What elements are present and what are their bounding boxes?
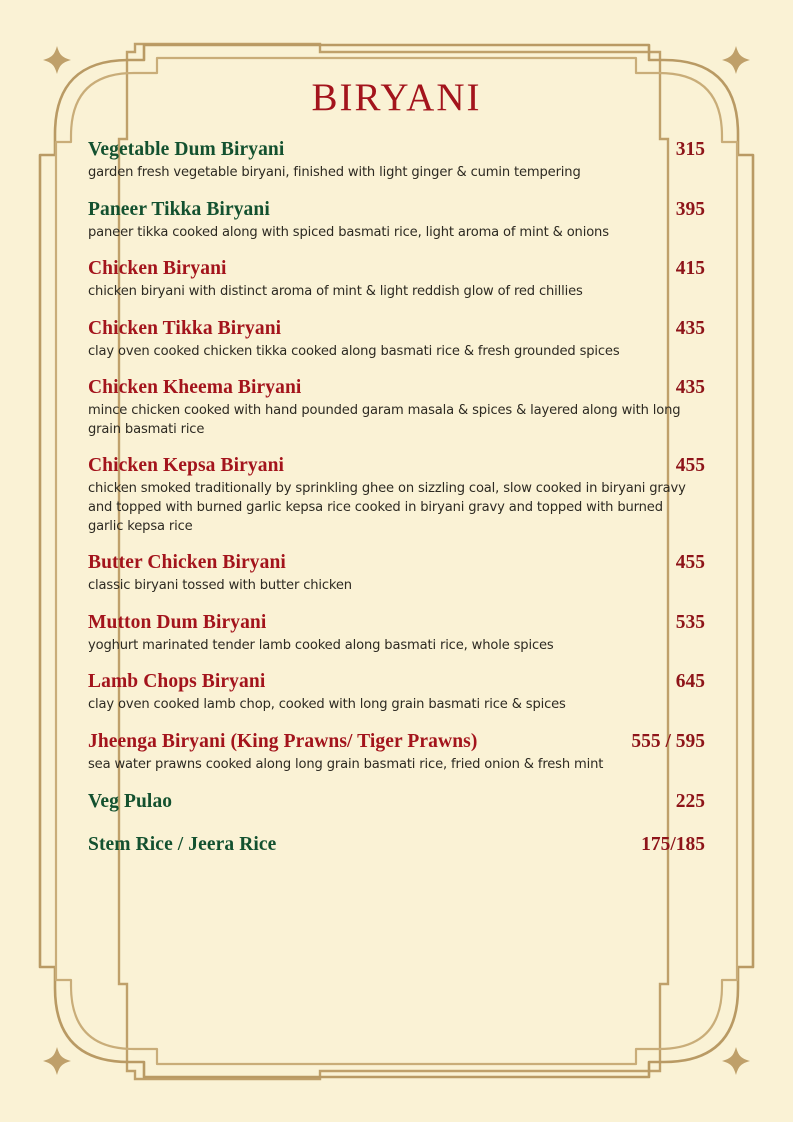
menu-item-header [88, 551, 705, 574]
menu-item[interactable] [88, 833, 705, 856]
menu-item-price: 415 [675, 258, 705, 280]
menu-item-header [88, 138, 705, 161]
menu-item-description: classic biryani tossed with butter chicken [88, 578, 352, 594]
menu-item-price: 435 [675, 317, 705, 339]
menu-item-name: Lamb Chops Biryani [88, 671, 266, 693]
menu-item-description: clay oven cooked chicken tikka cooked along basmati rice & fresh grounded spices [88, 343, 620, 359]
menu-item-header [88, 257, 705, 280]
menu-item-name: Chicken Kheema Biryani [88, 377, 302, 399]
sparkle-bottom-right-icon [722, 1047, 750, 1075]
menu-item-description: mince chicken cooked with hand pounded garam masala & spices & layered along with long grain basmati rice [88, 403, 681, 437]
menu-item-header [88, 317, 705, 340]
menu-item-price: 175/185 [641, 833, 705, 855]
page-title: BIRYANI [311, 76, 482, 119]
sparkle-top-left-icon [43, 46, 71, 74]
menu-item-header [88, 670, 705, 693]
menu-item-header [88, 198, 705, 221]
menu-item[interactable] [88, 730, 705, 775]
menu-item-name: Stem Rice / Jeera Rice [88, 833, 277, 855]
menu-item-price: 455 [675, 455, 705, 477]
menu-item-description: paneer tikka cooked along with spiced basmati rice, light aroma of mint & onions [88, 224, 609, 240]
menu-item-list [88, 138, 705, 856]
menu-content [88, 78, 705, 856]
menu-item-name: Paneer Tikka Biryani [88, 198, 270, 220]
sparkle-top-right-icon [722, 46, 750, 74]
menu-item-description: garden fresh vegetable biryani, finished with light ginger & cumin tempering [88, 165, 581, 180]
menu-item-price: 315 [675, 139, 705, 160]
menu-item-header [88, 611, 705, 634]
menu-item[interactable] [88, 138, 705, 183]
sparkle-bottom-left-icon [43, 1047, 71, 1075]
menu-item-name: Chicken Tikka Biryani [88, 317, 282, 339]
menu-item-name: Chicken Kepsa Biryani [88, 455, 285, 477]
menu-item-description: clay oven cooked lamb chop, cooked with long grain basmati rice & spices [88, 697, 566, 713]
menu-item[interactable] [88, 376, 705, 439]
menu-item-header [88, 833, 705, 856]
menu-item-price: 225 [675, 790, 705, 812]
menu-item-name: Mutton Dum Biryani [88, 611, 267, 633]
menu-item-name: Jheenga Biryani (King Prawns/ Tiger Prawns) [88, 730, 478, 752]
menu-item-price: 435 [675, 377, 705, 399]
menu-item[interactable] [88, 198, 705, 243]
menu-item[interactable] [88, 670, 705, 715]
menu-item-price: 645 [675, 671, 705, 693]
menu-item-name: Butter Chicken Biryani [88, 552, 286, 574]
menu-item[interactable] [88, 551, 705, 596]
menu-item[interactable] [88, 317, 705, 362]
menu-item[interactable] [88, 454, 705, 536]
menu-item-price: 555 / 595 [631, 730, 705, 752]
menu-item[interactable] [88, 790, 705, 813]
menu-item-header [88, 376, 705, 399]
menu-item-header [88, 790, 705, 813]
menu-item-price: 535 [675, 611, 705, 633]
menu-item-name: Vegetable Dum Biryani [88, 139, 285, 160]
menu-item-price: 395 [675, 198, 705, 220]
menu-item-name: Chicken Biryani [88, 258, 227, 280]
menu-item-name: Veg Pulao [88, 790, 173, 812]
menu-item-header [88, 730, 705, 753]
menu-item-description: sea water prawns cooked along long grain basmati rice, fried onion & fresh mint [88, 756, 604, 772]
menu-item[interactable] [88, 611, 705, 656]
menu-item-header [88, 454, 705, 477]
menu-item-description: chicken smoked traditionally by sprinkling ghee on sizzling coal, slow cooked in biryani gravy and topped with burned garlic kepsa rice cooked in biryani gravy and topped with burned garlic kepsa rice [88, 481, 686, 534]
menu-item-description: chicken biryani with distinct aroma of mint & light reddish glow of red chillies [88, 284, 583, 300]
menu-item-price: 455 [675, 552, 705, 574]
menu-item[interactable] [88, 257, 705, 302]
menu-item-description: yoghurt marinated tender lamb cooked along basmati rice, whole spices [88, 637, 554, 653]
